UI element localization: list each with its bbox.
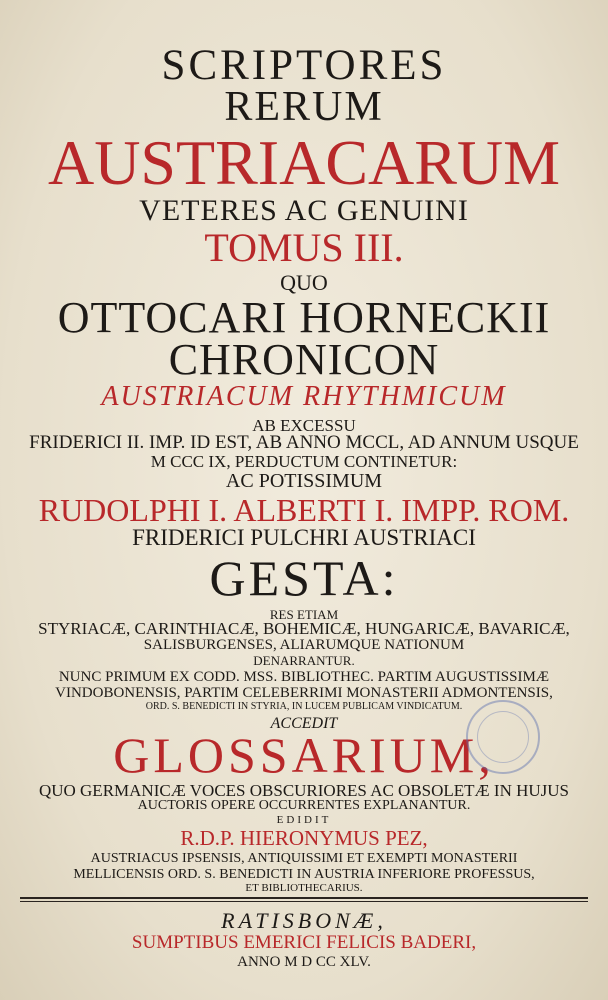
title-line-vindobonensis: VINDOBONENSIS, PARTIM CELEBERRIMI MONASTERII ADMONTENSIS,: [55, 685, 553, 701]
double-rule-top: [20, 897, 588, 899]
title-line-quo-germanicae: QUO GERMANICÆ VOCES OBSCURIORES AC OBSOLETÆ IN HUJUS: [38, 781, 570, 800]
title-line-gesta: GESTA:: [209, 550, 399, 606]
title-line-mcccix: M CCC IX, PERDUCTUM CONTINETUR:: [150, 452, 458, 471]
author-ottocar: OTTOCARI HORNECKII: [57, 293, 551, 342]
title-line-ord-s-benedicti: ORD. S. BENEDICTI IN STYRIA, IN LUCEM PUBLICAM VINDICATUM.: [145, 701, 463, 712]
title-line-glossarium: GLOSSARIUM,: [113, 727, 495, 783]
title-line-auctoris: AUCTORIS OPERE OCCURRENTES EXPLANANTUR.: [137, 798, 471, 813]
title-line-accedit: ACCEDIT: [270, 715, 338, 732]
imprint-publisher: SUMPTIBUS EMERICI FELICIS BADERI,: [131, 932, 477, 953]
title-line-friderici: FRIDERICI II. IMP. ID EST, AB ANNO MCCL, AD ANNUM USQUE: [29, 432, 579, 453]
title-line-quo: QUO: [280, 270, 328, 295]
imprint-year: ANNO M D CC XLV.: [237, 954, 371, 970]
title-line-ac-potissimum: AC POTISSIMUM: [225, 470, 383, 492]
library-stamp-inner-ring: [477, 711, 529, 763]
title-line-styriacae: STYRIACÆ, CARINTHIACÆ, BOHEMICÆ, HUNGARICÆ, BAVARICÆ,: [38, 619, 570, 638]
double-rule-bottom: [20, 901, 588, 902]
editor-name: R.D.P. HIERONYMUS PEZ,: [180, 826, 428, 850]
title-line-chronicon: CHRONICON: [168, 335, 440, 384]
title-line-res-etiam: RES ETIAM: [269, 607, 339, 622]
title-line-bibliothecarius: ET BIBLIOTHECARIUS.: [245, 882, 363, 894]
title-line-austriacarum: AUSTRIACARUM: [47, 127, 561, 198]
volume-number: TOMUS III.: [204, 225, 404, 270]
title-line-mellicensis: MELLICENSIS ORD. S. BENEDICTI IN AUSTRIA INFERIORE PROFESSUS,: [73, 867, 535, 882]
library-stamp-icon: [466, 700, 540, 774]
title-line-rerum: RERUM: [224, 84, 384, 130]
title-line-austriacus: AUSTRIACUS IPSENSIS, ANTIQUISSIMI ET EXEMPTI MONASTERII: [90, 851, 518, 866]
title-line-rhythmicum: AUSTRIACUM RHYTHMICUM: [101, 381, 507, 412]
title-line-salisburgenses: SALISBURGENSES, ALIARUMQUE NATIONUM: [143, 637, 465, 653]
title-line-denarrantur: DENARRANTUR.: [253, 653, 355, 668]
title-line-nunc-primum: NUNC PRIMUM EX CODD. MSS. BIBLIOTHEC. PARTIM AUGUSTISSIMÆ: [58, 669, 550, 685]
title-line-friderici-pulchri: FRIDERICI PULCHRI AUSTRIACI: [132, 525, 476, 550]
imprint-place: RATISBONÆ,: [221, 908, 387, 933]
title-line-rudolphi: RUDOLPHI I. ALBERTI I. IMPP. ROM.: [38, 492, 570, 528]
title-line-veteres: VETERES AC GENUINI: [139, 194, 469, 227]
title-line-scriptores: SCRIPTORES: [161, 42, 447, 89]
title-line-edidit: EDIDIT: [276, 814, 332, 826]
title-line-ab-excessu: AB EXCESSU: [252, 416, 356, 435]
